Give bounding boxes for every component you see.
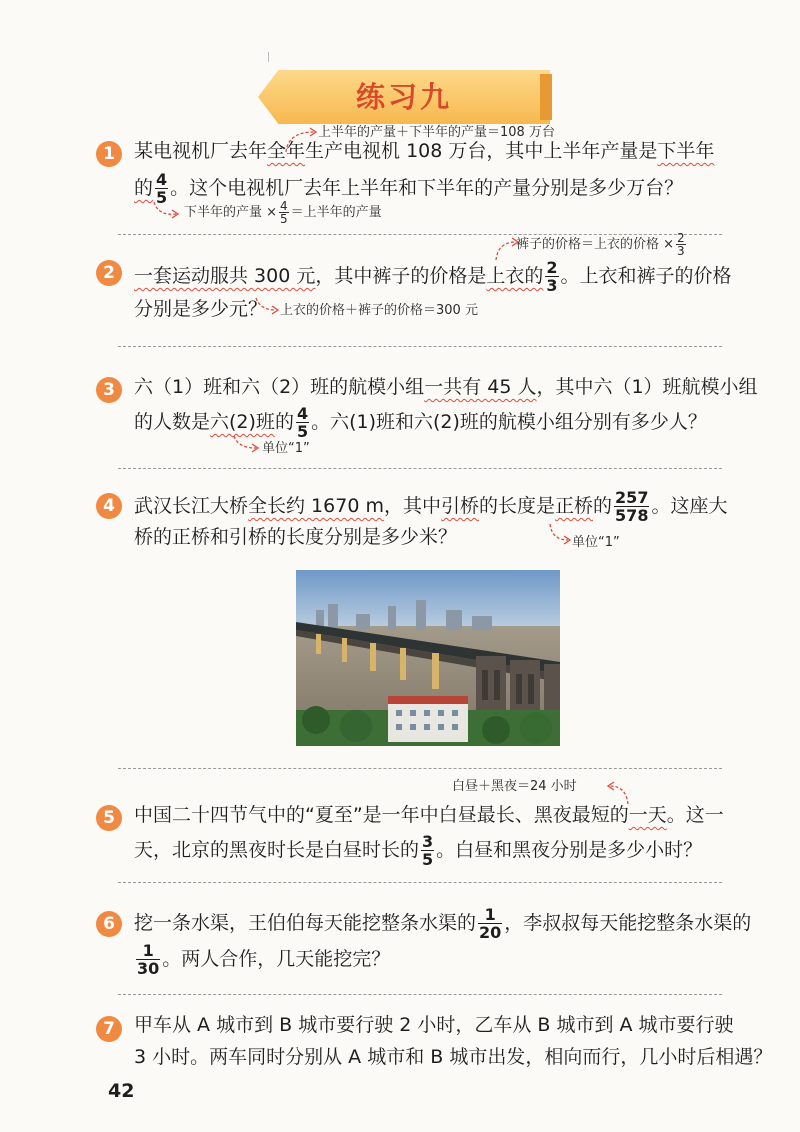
problem-number-1: 1 [96, 141, 122, 167]
problem-1-top-note: 上半年的产量＋下半年的产量＝108 万台 [318, 125, 555, 140]
problem-number-5: 5 [96, 805, 122, 831]
problem-4-line-1: 武汉长江大桥全长约 1670 m，其中引桥的长度是正桥的 $\frac{257}{578}$ 。这座大 [134, 488, 728, 525]
fraction-257-578: $\frac{257}{578}$ [615, 488, 649, 525]
problem-3-bottom-note: 单位“1” [262, 441, 310, 456]
fraction-4-5: $\frac{4}{5}$ [156, 170, 168, 207]
problem-2-line-1: 一套运动服共 300 元，其中裤子的价格是上衣的 $\frac{2}{3}$ 。上衣和裤子的价格 [134, 258, 732, 295]
problem-6-line-2: $\frac{1}{30}$ 。两人合作，几天能挖完？ [137, 941, 391, 978]
fraction-2-3: $\frac{2}{3}$ [546, 258, 558, 295]
problem-7-line-1: 甲车从 A 城市到 B 城市要行驶 2 小时，乙车从 B 城市到 A 城市要行驶 [134, 1014, 734, 1036]
section-divider [118, 346, 722, 347]
fraction-4-5: $\frac{4}{5}$ [296, 404, 309, 441]
problem-6-line-1: 挖一条水渠，王伯伯每天能挖整条水渠的 $\frac{1}{20}$ ，李叔叔每天能挖整条水渠的 [134, 905, 752, 942]
problem-5-line-2: 天，北京的黑夜时长是白昼时长的 $\frac{3}{5}$ 。白昼和黑夜分别是多少小时？ [134, 832, 703, 869]
problem-number-4: 4 [96, 493, 122, 519]
top-tick-mark [268, 52, 269, 62]
arrow-icon [232, 434, 264, 456]
problem-1-line-2: 的 $\frac{4}{5}$ 。这个电视机厂去年上半年和下半年的产量分别是多少万台？ [134, 170, 684, 207]
problem-2-top-note: 裤子的价格＝上衣的价格 × $\frac{2}{3}$ [516, 231, 685, 258]
section-divider [118, 994, 722, 995]
problem-4-bottom-note: 单位“1” [572, 535, 620, 550]
problem-3-line-1: 六（1）班和六（2）班的航模小组一共有 45 人，其中六（1）班航模小组 [134, 376, 758, 398]
problem-3-line-2: 的人数是六(2)班的 $\frac{4}{5}$ 。六(1)班和六(2)班的航模小组分别有多少人？ [134, 404, 707, 441]
problem-number-6: 6 [96, 911, 122, 937]
problem-1-line-1: 某电视机厂去年全年生产电视机 108 万台，其中上半年产量是下半年 [134, 140, 715, 162]
problem-number-2: 2 [96, 260, 122, 286]
arrow-icon [546, 522, 574, 548]
problem-number-3: 3 [96, 377, 122, 403]
section-divider [118, 882, 722, 883]
problem-2-line-2: 分别是多少元？ [134, 298, 268, 320]
page-number: 42 [108, 1080, 135, 1102]
problem-5-line-1: 中国二十四节气中的“夏至”是一年中白昼最长、黑夜最短的一天。这一 [134, 804, 724, 826]
problem-7-line-2: 3 小时。两车同时分别从 A 城市和 B 城市出发，相向而行，几小时后相遇？ [134, 1046, 773, 1068]
section-divider [118, 768, 722, 769]
arrow-icon [152, 200, 184, 224]
problem-number-7: 7 [96, 1016, 122, 1042]
problem-5-top-note: 白昼＋黑夜＝24 小时 [452, 779, 577, 794]
problem-2-bottom-note: 上衣的价格＋裤子的价格＝300 元 [280, 303, 478, 318]
section-divider [118, 468, 722, 469]
page-title: 练习九 [355, 80, 452, 114]
bridge-image [296, 570, 560, 746]
fraction-1-20: $\frac{1}{20}$ [479, 905, 502, 942]
fraction-1-30: $\frac{1}{30}$ [137, 941, 160, 978]
problem-1-bottom-note: 下半年的产量 × $\frac{4}{5}$ ＝上半年的产量 [184, 199, 382, 226]
problem-4-line-2: 桥的正桥和引桥的长度分别是多少米？ [134, 526, 458, 548]
fraction-3-5: $\frac{3}{5}$ [422, 832, 434, 869]
bridge-photo [296, 570, 560, 746]
